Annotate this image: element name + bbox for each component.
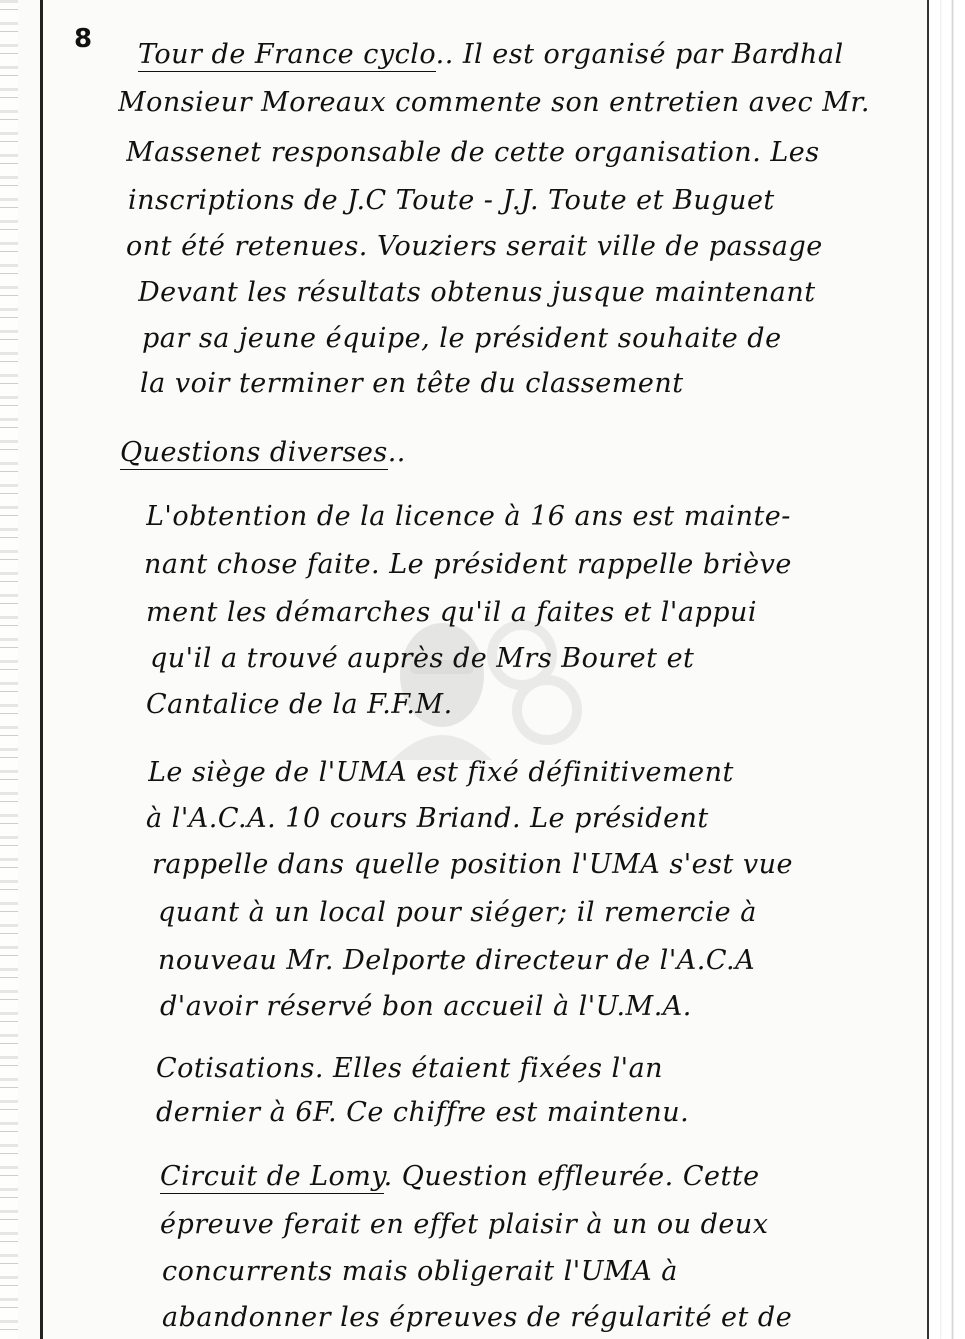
text-line: Massenet responsable de cette organisation. Les <box>126 137 820 168</box>
scan-edge-right <box>927 0 965 1339</box>
text-line: rappelle dans quelle position l'UMA s'est vue <box>152 849 794 880</box>
text-line: Devant les résultats obtenus jusque maintenant <box>138 277 816 308</box>
line-rest: .. Il est organisé par Bardhal <box>435 39 844 70</box>
underlined-heading: Circuit de Lomy <box>160 1161 384 1194</box>
text-line: inscriptions de J.C Toute - J.J. Toute et Buguet <box>128 185 775 216</box>
text-line: nouveau Mr. Delporte directeur de l'A.C.A <box>158 945 756 976</box>
text-line: à l'A.C.A. 10 cours Briand. Le président <box>146 803 709 834</box>
text-line <box>138 38 844 72</box>
text-line <box>120 436 406 470</box>
page-number: 8 <box>74 24 93 54</box>
text-line: Monsieur Moreaux commente son entretien avec Mr. <box>118 87 870 118</box>
text-line <box>160 1160 760 1194</box>
text-line: ont été retenues. Vouziers serait ville de passage <box>126 231 823 262</box>
margin-rule <box>40 0 43 1339</box>
text-line: la voir terminer en tête du classement <box>140 368 684 399</box>
text-line: concurrents mais obligerait l'UMA à <box>162 1256 678 1287</box>
underlined-heading: Questions diverses <box>120 437 388 470</box>
text-line: abandonner les épreuves de régularité et de <box>162 1302 793 1333</box>
text-line: dernier à 6F. Ce chiffre est maintenu. <box>156 1097 690 1128</box>
text-line: d'avoir réservé bon accueil à l'U.M.A. <box>160 991 692 1022</box>
text-line: par sa jeune équipe, le président souhaite de <box>142 323 782 354</box>
text-line: L'obtention de la licence à 16 ans est mainte- <box>146 501 791 532</box>
text-line: nant chose faite. Le président rappelle briève <box>144 549 792 580</box>
text-line: Le siège de l'UMA est fixé définitivement <box>148 757 734 788</box>
line-rest: .. <box>387 437 406 468</box>
text-line: Cotisations. Elles étaient fixées l'an <box>156 1053 664 1084</box>
line-rest: . Question effleurée. Cette <box>383 1161 760 1192</box>
text-line: Cantalice de la F.F.M. <box>146 689 453 720</box>
text-line: quant à un local pour siéger; il remercie à <box>158 897 757 928</box>
text-line: qu'il a trouvé auprès de Mrs Bouret et <box>150 643 695 674</box>
scan-edge-left <box>0 0 18 1339</box>
text-line: épreuve ferait en effet plaisir à un ou deux <box>160 1209 769 1240</box>
underlined-heading: Tour de France cyclo <box>138 39 436 72</box>
text-line: ment les démarches qu'il a faites et l'appui <box>146 597 758 628</box>
